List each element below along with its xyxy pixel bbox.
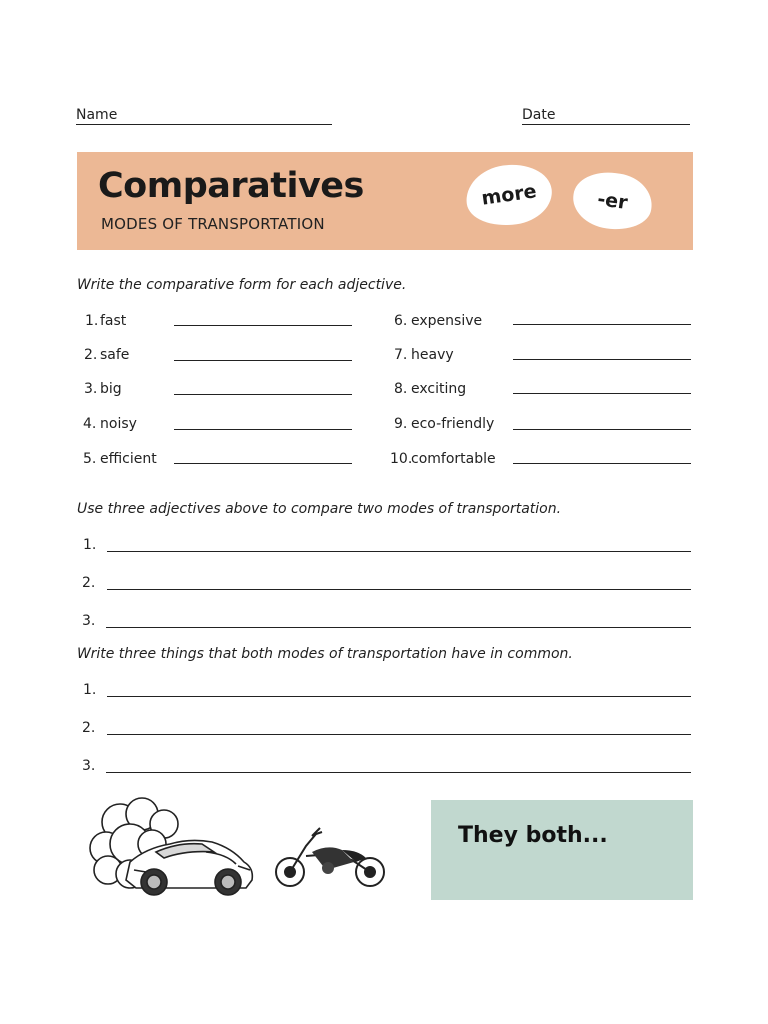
- sentence-number: 1.: [83, 537, 97, 553]
- sentence-number: 3.: [82, 613, 96, 629]
- car-with-smoke-illustration: [86, 792, 258, 898]
- sentence-line[interactable]: [107, 589, 691, 590]
- answer-line[interactable]: [513, 393, 691, 394]
- section2-instruction: Use three adjectives above to compare two modes of transportation.: [77, 501, 562, 517]
- answer-line[interactable]: [174, 429, 352, 430]
- adjective-comfortable: comfortable: [411, 451, 496, 467]
- sentence-line[interactable]: [107, 696, 691, 697]
- sentence-number: 2.: [82, 720, 96, 736]
- page-subtitle: MODES OF TRANSPORTATION: [101, 215, 325, 233]
- they-both-box: [431, 800, 693, 900]
- answer-line[interactable]: [174, 360, 352, 361]
- adjective-safe: safe: [100, 347, 130, 363]
- item-number: 10.: [390, 451, 413, 467]
- answer-line[interactable]: [513, 324, 691, 325]
- badge-more-label: more: [480, 180, 538, 210]
- sentence-number: 3.: [82, 758, 96, 774]
- section1-instruction: Write the comparative form for each adjective.: [77, 277, 407, 293]
- item-number: 7.: [394, 347, 408, 363]
- item-number: 3.: [84, 381, 98, 397]
- sentence-line[interactable]: [106, 772, 691, 773]
- page-title: Comparatives: [98, 166, 364, 206]
- sentence-number: 2.: [82, 575, 96, 591]
- sentence-line[interactable]: [107, 734, 691, 735]
- motorcycle-icon: [272, 826, 388, 892]
- section3-instruction: Write three things that both modes of transportation have in common.: [77, 646, 573, 662]
- adjective-big: big: [100, 381, 122, 397]
- they-both-text: They both...: [458, 823, 608, 848]
- answer-line[interactable]: [513, 429, 691, 430]
- answer-line[interactable]: [513, 359, 691, 360]
- date-field[interactable]: [522, 124, 690, 125]
- sentence-number: 1.: [83, 682, 97, 698]
- name-label: Name: [76, 107, 118, 123]
- sentence-line[interactable]: [106, 627, 691, 628]
- name-field[interactable]: [76, 124, 332, 125]
- answer-line[interactable]: [513, 463, 691, 464]
- item-number: 6.: [394, 313, 408, 329]
- item-number: 4.: [83, 416, 97, 432]
- adjective-fast: fast: [100, 313, 127, 329]
- answer-line[interactable]: [174, 325, 352, 326]
- answer-line[interactable]: [174, 463, 352, 464]
- badge-er-label: -er: [596, 188, 629, 214]
- item-number: 1.: [85, 313, 99, 329]
- sentence-line[interactable]: [107, 551, 691, 552]
- item-number: 8.: [394, 381, 408, 397]
- adjective-exciting: exciting: [411, 381, 467, 397]
- date-label: Date: [522, 107, 556, 123]
- adjective-efficient: efficient: [100, 451, 157, 467]
- item-number: 5.: [83, 451, 97, 467]
- adjective-heavy: heavy: [411, 347, 454, 363]
- adjective-expensive: expensive: [411, 313, 483, 329]
- answer-line[interactable]: [174, 394, 352, 395]
- adjective-eco-friendly: eco-friendly: [411, 416, 495, 432]
- item-number: 9.: [394, 416, 408, 432]
- adjective-noisy: noisy: [100, 416, 137, 432]
- item-number: 2.: [84, 347, 98, 363]
